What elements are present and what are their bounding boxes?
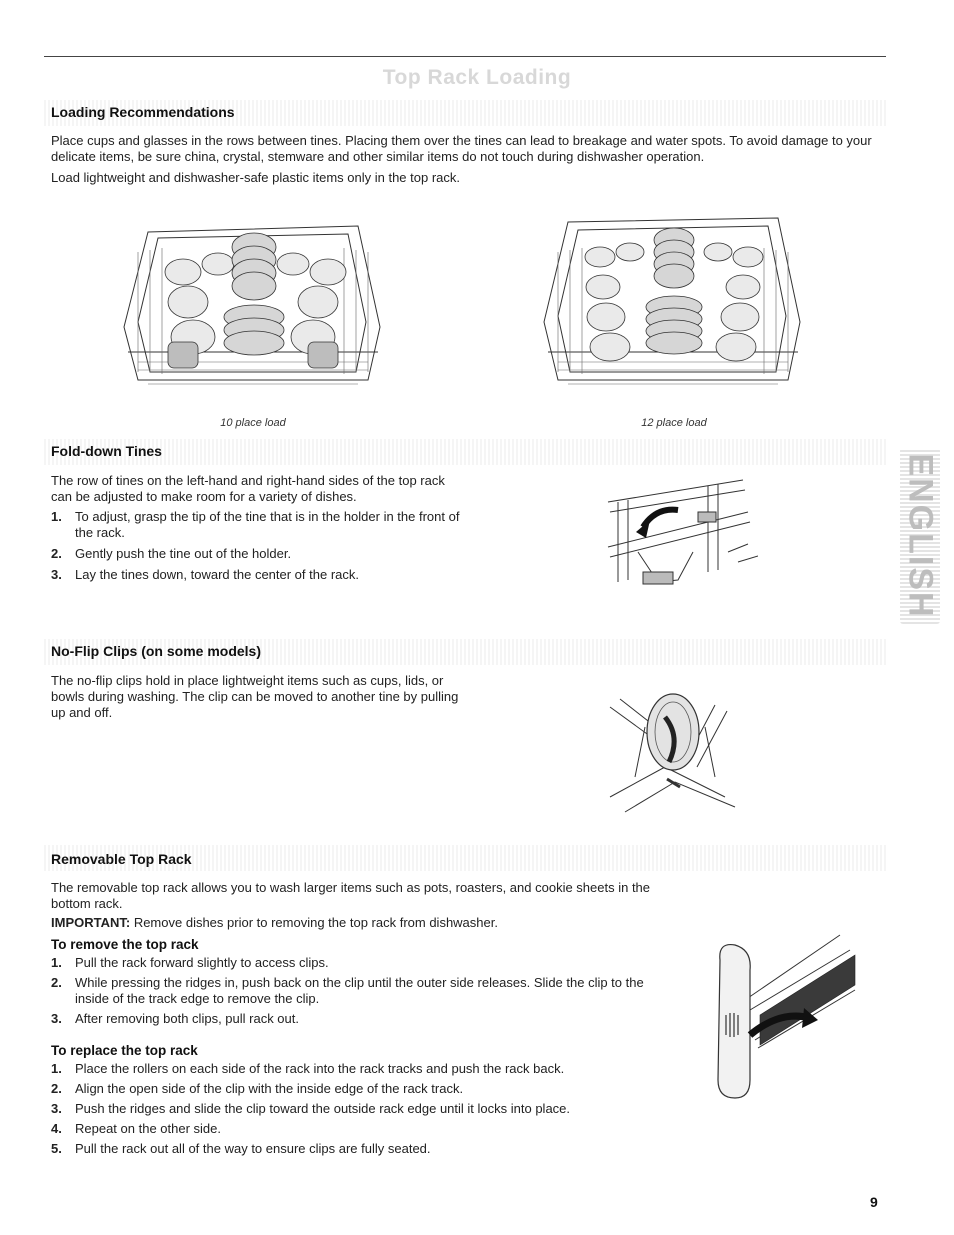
fold-down-intro: The row of tines on the left-hand and right-hand sides of the top rack can be adjusted to make room for a variety of dishes. (51, 473, 445, 504)
important-text: Remove dishes prior to removing the top rack from dishwasher. (130, 915, 498, 930)
top-rule (44, 56, 886, 57)
page-number: 9 (870, 1194, 878, 1210)
list-item: 1. To adjust, grasp the tip of the tine that is in the holder in the front of the rack. (51, 509, 460, 540)
list-item: 1. Pull the rack forward slightly to access clips. (51, 955, 329, 970)
list-item: 1. Place the rollers on each side of the rack into the rack tracks and push the rack back. (51, 1061, 565, 1076)
list-item: 2. While pressing the ridges in, push back on the clip until the outer side releases. Slide the clip to the inside of the track edge to remove the clip. (51, 975, 644, 1006)
loading-heading: Loading Recommendations (51, 104, 235, 120)
remove-heading: To remove the top rack (51, 937, 199, 952)
important-label: IMPORTANT: (51, 915, 131, 930)
loading-paragraph-2: Load lightweight and dishwasher-safe plastic items only in the top rack. (51, 170, 460, 185)
list-item: 5. Pull the rack out all of the way to ensure clips are fully seated. (51, 1141, 431, 1156)
list-item: 2. Gently push the tine out of the holder. (51, 546, 292, 561)
list-item: 2. Align the open side of the clip with the inside edge of the rack track. (51, 1081, 464, 1096)
removable-heading: Removable Top Rack (51, 851, 192, 867)
replace-steps (51, 1061, 671, 1157)
caption-twelve-place-load: 12 place load (641, 417, 707, 429)
list-item: 3. Push the ridges and slide the clip toward the outside rack edge until it locks into place. (51, 1101, 571, 1116)
caption-ten-place-load: 10 place load (220, 417, 286, 429)
replace-heading: To replace the top rack (51, 1043, 198, 1058)
no-flip-clip-illustration (605, 687, 740, 827)
removable-intro: The removable top rack allows you to wash larger items such as pots, roasters, and cookie sheets in the bottom rack. (51, 880, 651, 911)
language-side-tab (900, 448, 940, 624)
twelve-place-load-illustration (538, 212, 808, 392)
important-note (51, 915, 671, 931)
language-side-tab-label: ENGLISH (901, 453, 940, 619)
fold-down-heading: Fold-down Tines (51, 443, 162, 459)
no-flip-heading: No-Flip Clips (on some models) (51, 643, 262, 659)
page-title: Top Rack Loading (382, 66, 572, 89)
no-flip-text: The no-flip clips hold in place lightweight items such as cups, lids, or bowls during washing. The clip can be moved to another tine by pulling up and off. (51, 673, 459, 720)
fold-down-steps (51, 509, 461, 583)
rack-clip-illustration (700, 930, 860, 1100)
fold-down-tines-illustration (598, 472, 758, 602)
list-item: 3. Lay the tines down, toward the center of the rack. (51, 567, 359, 582)
section-bar-fold-down (44, 439, 886, 465)
remove-steps (51, 955, 671, 1027)
list-item: 3. After removing both clips, pull rack out. (51, 1011, 299, 1026)
list-item: 4. Repeat on the other side. (51, 1121, 221, 1136)
loading-paragraph-1: Place cups and glasses in the rows between tines. Placing them over the tines can lead to breakage and water spots. To avoid damage to your delicate items, be sure china, crystal, stemware and other similar items do not touch during dishwasher operation. (51, 133, 872, 164)
ten-place-load-illustration (118, 212, 388, 392)
